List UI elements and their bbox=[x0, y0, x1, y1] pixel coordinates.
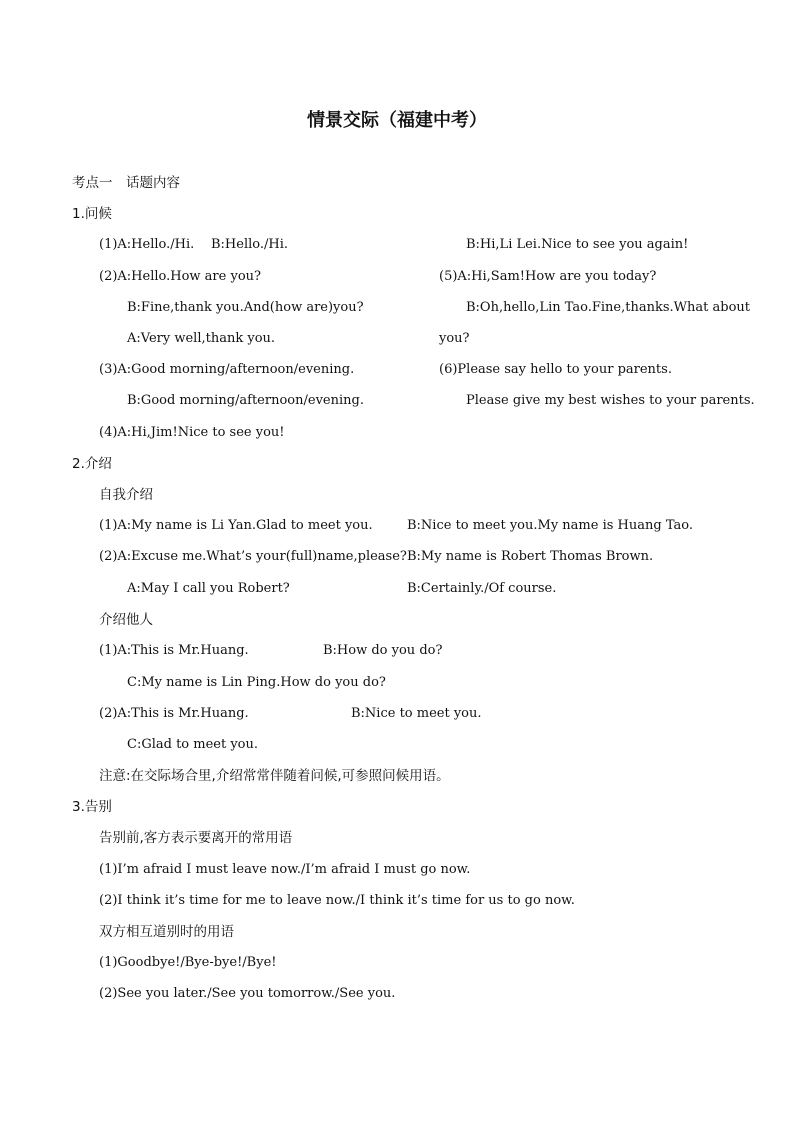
dialogue-line: (1)A:This is Mr.Huang. bbox=[99, 643, 249, 658]
kaodian-heading: 考点一 话题内容 bbox=[72, 175, 180, 191]
subheading-intro-others: 介绍他人 bbox=[99, 612, 153, 628]
dialogue-line: B:Certainly./Of course. bbox=[407, 581, 557, 596]
subheading-leaving: 告别前,客方表示要离开的常用语 bbox=[99, 830, 293, 846]
phrase-line: (2)I think it’s time for me to leave now./I think it’s time for us to go now. bbox=[99, 893, 575, 908]
dialogue-line: A:May I call you Robert? bbox=[127, 581, 290, 596]
dialogue-line: B:How do you do? bbox=[323, 643, 443, 658]
dialogue-line: (6)Please say hello to your parents. bbox=[439, 362, 672, 377]
document-title: 情景交际（福建中考） bbox=[307, 110, 487, 131]
phrase-line: (1)I’m afraid I must leave now./I’m afraid I must go now. bbox=[99, 862, 471, 877]
dialogue-line: Please give my best wishes to your parents. bbox=[466, 393, 755, 408]
section-heading-farewell: 3.告别 bbox=[72, 799, 112, 815]
dialogue-line: B:Oh,hello,Lin Tao.Fine,thanks.What about bbox=[466, 300, 750, 315]
dialogue-line: B:Fine,thank you.And(how are)you? bbox=[127, 300, 364, 315]
note-text: 注意:在交际场合里,介绍常常伴随着问候,可参照问候用语。 bbox=[99, 768, 450, 784]
dialogue-line: B:My name is Robert Thomas Brown. bbox=[407, 549, 654, 564]
dialogue-line: (1)A:Hello./Hi. bbox=[99, 237, 195, 252]
dialogue-line: C:My name is Lin Ping.How do you do? bbox=[127, 675, 386, 690]
dialogue-line: C:Glad to meet you. bbox=[127, 737, 259, 752]
dialogue-line: B:Nice to meet you. bbox=[351, 706, 482, 721]
subheading-self-intro: 自我介绍 bbox=[99, 487, 153, 503]
subheading-goodbye: 双方相互道别时的用语 bbox=[99, 924, 234, 940]
section-heading-introduction: 2.介绍 bbox=[72, 456, 112, 472]
dialogue-line: (3)A:Good morning/afternoon/evening. bbox=[99, 362, 355, 377]
dialogue-line: B:Good morning/afternoon/evening. bbox=[127, 393, 364, 408]
dialogue-line: you? bbox=[439, 331, 470, 346]
section-heading-greeting: 1.问候 bbox=[72, 206, 112, 222]
dialogue-line: (4)A:Hi,Jim!Nice to see you! bbox=[99, 425, 285, 440]
phrase-line: (1)Goodbye!/Bye-bye!/Bye! bbox=[99, 955, 277, 970]
dialogue-line: (5)A:Hi,Sam!How are you today? bbox=[439, 269, 657, 284]
dialogue-line: (2)A:Hello.How are you? bbox=[99, 269, 261, 284]
dialogue-line: (2)A:This is Mr.Huang. bbox=[99, 706, 249, 721]
dialogue-line: A:Very well,thank you. bbox=[127, 331, 276, 346]
phrase-line: (2)See you later./See you tomorrow./See you. bbox=[99, 986, 396, 1001]
dialogue-line: B:Hi,Li Lei.Nice to see you again! bbox=[466, 237, 689, 252]
dialogue-line: (1)A:My name is Li Yan.Glad to meet you. bbox=[99, 518, 373, 533]
dialogue-line: (2)A:Excuse me.What’s your(full)name,please? bbox=[99, 549, 407, 564]
dialogue-line: B:Nice to meet you.My name is Huang Tao. bbox=[407, 518, 693, 533]
dialogue-line: B:Hello./Hi. bbox=[211, 237, 289, 252]
